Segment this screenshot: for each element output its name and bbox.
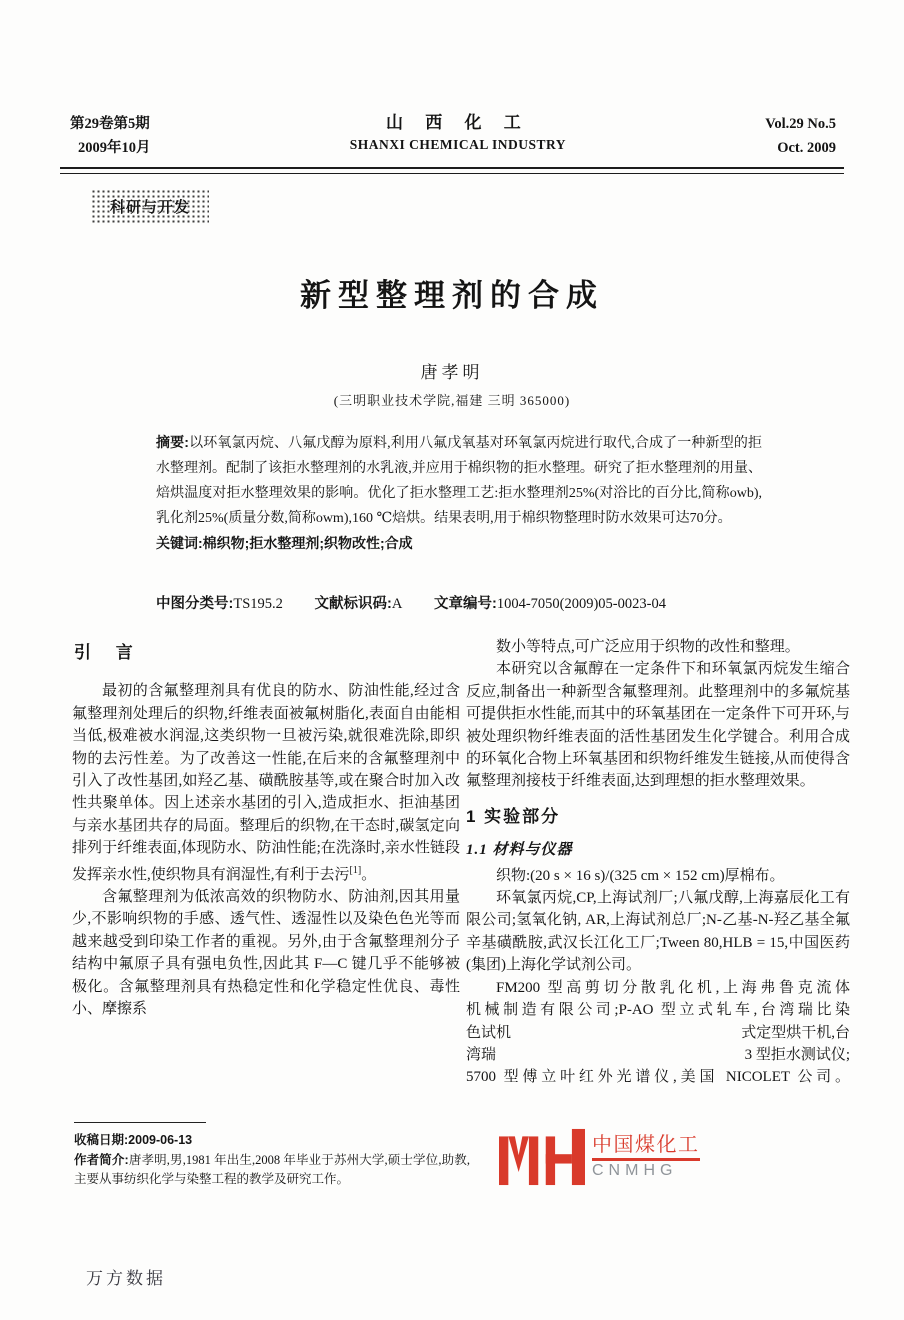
equipment-line-1: FM200 型高剪切分散乳化机,上海弗鲁克流体 (496, 979, 850, 996)
equipment-line-4-right: 3 型拒水测试仪; (744, 1046, 850, 1063)
author-bio-text: 唐孝明,男,1981 年出生,2008 年毕业于苏州大学,硕士学位,助教,主要从事纺织化学与染整工程的教学及研究工作。 (74, 1152, 470, 1186)
paper-title: 新型整理剂的合成 (300, 278, 604, 313)
abstract-label: 摘要: (156, 434, 189, 450)
coal-chem-logo-icon (499, 1128, 585, 1186)
equipment-line-5: 5700 型傅立叶红外光谱仪,美国 NICOLET 公司。 (466, 1069, 850, 1086)
header-double-rule (60, 167, 844, 174)
left-column (72, 640, 460, 1021)
keywords-label: 关键词: (156, 535, 203, 551)
journal-title-en: SHANXI CHEMICAL INDUSTRY (349, 137, 567, 152)
reagents-paragraph: 环氧氯丙烷,CP,上海试剂厂;八氟戊醇,上海嘉辰化工有限公司;氢氧化钠, AR,上海试剂总厂;N-乙基-N-羟乙基全氟辛基磺酰胺,武汉长江化工厂;Tween 80,HLB = 15,中国医药(集团)上海化学试剂公司。 (466, 890, 850, 974)
header-date-en: Oct. 2009 (777, 140, 836, 156)
journal-title-cn: 山 西 化 工 (385, 113, 530, 132)
intro-paragraph-1 (72, 680, 460, 886)
watermark-name: 中国煤化工 (592, 1134, 700, 1156)
section-badge-label: 科研与开发 (109, 198, 190, 216)
doc-code-item (315, 596, 403, 612)
abstract-text: 以环氧氯丙烷、八氟戊醇为原料,利用八氟戊氧基对环氧氯丙烷进行取代,合成了一种新型的拒水整理剂。配制了该拒水整理剂的水乳液,并应用于棉织物的拒水整理。研究了拒水整理剂的用量、焙烘温度对拒水整理效果的影响。优化了拒水整理工艺:拒水整理剂25%(对浴比的百分比,简称owb),乳化剂25%(质量分数,简称owm),160 ℃焙烘。结果表明,用于棉织物整理时防水效果可达70分。 (156, 436, 762, 526)
continuation-paragraph: 数小等特点,可广泛应用于织物的改性和整理。 (496, 639, 800, 655)
watermark-text-block (592, 1134, 700, 1180)
intro-paragraph-1-tail: 。 (361, 866, 377, 883)
equipment-line-2: 机械制造有限公司;P-AO 型立式轧车,台湾瑞比染 (466, 1002, 850, 1019)
article-no-item (434, 596, 666, 612)
coal-chem-watermark (499, 1124, 713, 1190)
clc-label: 中图分类号: (156, 596, 234, 612)
header-date-cn: 2009年10月 (78, 140, 151, 156)
wanfang-brand: 万方数据 (86, 1269, 166, 1288)
author-affiliation: (三明职业技术学院,福建 三明 365000) (333, 393, 571, 408)
intro-heading: 引 言 (74, 643, 143, 662)
fabric-paragraph: 织物:(20 s × 16 s)/(325 cm × 152 cm)厚棉布。 (496, 867, 785, 884)
abstract-paragraph (156, 430, 762, 531)
footnote-block (74, 1122, 470, 1190)
equipment-line-4-left: 湾瑞 (466, 1046, 497, 1063)
doc-code-value: A (391, 596, 403, 612)
header-volume-en: Vol.29 No.5 (765, 116, 836, 132)
section-1-1-heading: 1.1 材料与仪器 (466, 842, 573, 859)
received-date-line (74, 1131, 470, 1151)
watermark-sub: CNMHG (592, 1162, 678, 1179)
received-date-value: 2009-06-13 (128, 1133, 193, 1147)
right-column (466, 636, 850, 1089)
equipment-line-3-left: 色试机 (466, 1024, 512, 1041)
journal-header (70, 112, 836, 160)
header-volume-block (765, 112, 836, 160)
clc-value: TS195.2 (233, 596, 283, 612)
section-badge (91, 189, 209, 223)
author-name: 唐孝明 (420, 363, 484, 382)
footnote-rule (74, 1122, 206, 1123)
section-1-heading: 1 实验部分 (466, 806, 561, 826)
author-bio-line (74, 1151, 470, 1190)
keywords-text: 棉织物;拒水整理剂;织物改性;合成 (202, 535, 413, 551)
doc-code-label: 文献标识码: (314, 596, 392, 612)
header-issue-block (70, 112, 151, 160)
equipment-line-4 (466, 1044, 850, 1066)
article-no-label: 文章编号: (433, 596, 497, 612)
intro-paragraph-1-text: 最初的含氟整理剂具有优良的防水、防油性能,经过含氟整理剂处理后的织物,纤维表面被氟树脂化,表面自由能相当低,极难被水润湿,这类织物一旦被污染,就很难洗除,即织物的去污性差。为了改善这一性能,在后来的含氟整理剂中引入了改性基团,如羟乙基、磺酰胺基等,或在聚合时加入改性共聚单体。因上述亲水基团的引入,造成拒水、拒油基团与亲水基团共存的局面。整理后的织物,在干态时,碳氢定向排列于纤维表面,体现防水、防油性能;在洗涤时,亲水性链段发挥亲水性,使织物具有润湿性,有利于去污 (72, 683, 460, 883)
classification-line (156, 592, 796, 613)
author-bio-label: 作者简介: (74, 1152, 129, 1167)
abstract-block (156, 430, 762, 557)
keywords-line (156, 531, 762, 557)
clc-item (156, 596, 283, 612)
watermark-rule (592, 1158, 700, 1161)
journal-title-block (350, 112, 566, 156)
article-no-value: 1004-7050(2009)05-0023-04 (496, 596, 666, 612)
intro-paragraph-2: 含氟整理剂为低浓高效的织物防水、防油剂,因其用量少,不影响织物的手感、透气性、透湿性以及染色色光等而越来越受到印染工作者的重视。另外,由于含氟整理剂分子结构中氟原子具有强电负性,因此其 F—C 键几乎不能够被极化。含氟整理剂具有热稳定性和化学稳定性优良、毒性小、摩擦系 (72, 889, 460, 1018)
research-paragraph: 本研究以含氟醇在一定条件下和环氧氯丙烷发生缩合反应,制备出一种新型含氟整理剂。此整理剂中的多氟烷基可提供拒水性能,而其中的环氧基团在一定条件下可开环,与被处理织物纤维表面的活性基团发生化学键合。利用合成的环氧化合物上环氧基团和织物纤维发生链接,从而使得含氟整理剂接枝于纤维表面,达到理想的拒水整理效果。 (466, 661, 850, 790)
equipment-line-3-right: 式定型烘干机,台 (741, 1024, 850, 1041)
header-issue-cn: 第29卷第5期 (70, 116, 150, 132)
received-date-label: 收稿日期: (74, 1133, 129, 1147)
equipment-line-3 (466, 1022, 850, 1044)
reference-superscript: [1] (349, 864, 362, 876)
